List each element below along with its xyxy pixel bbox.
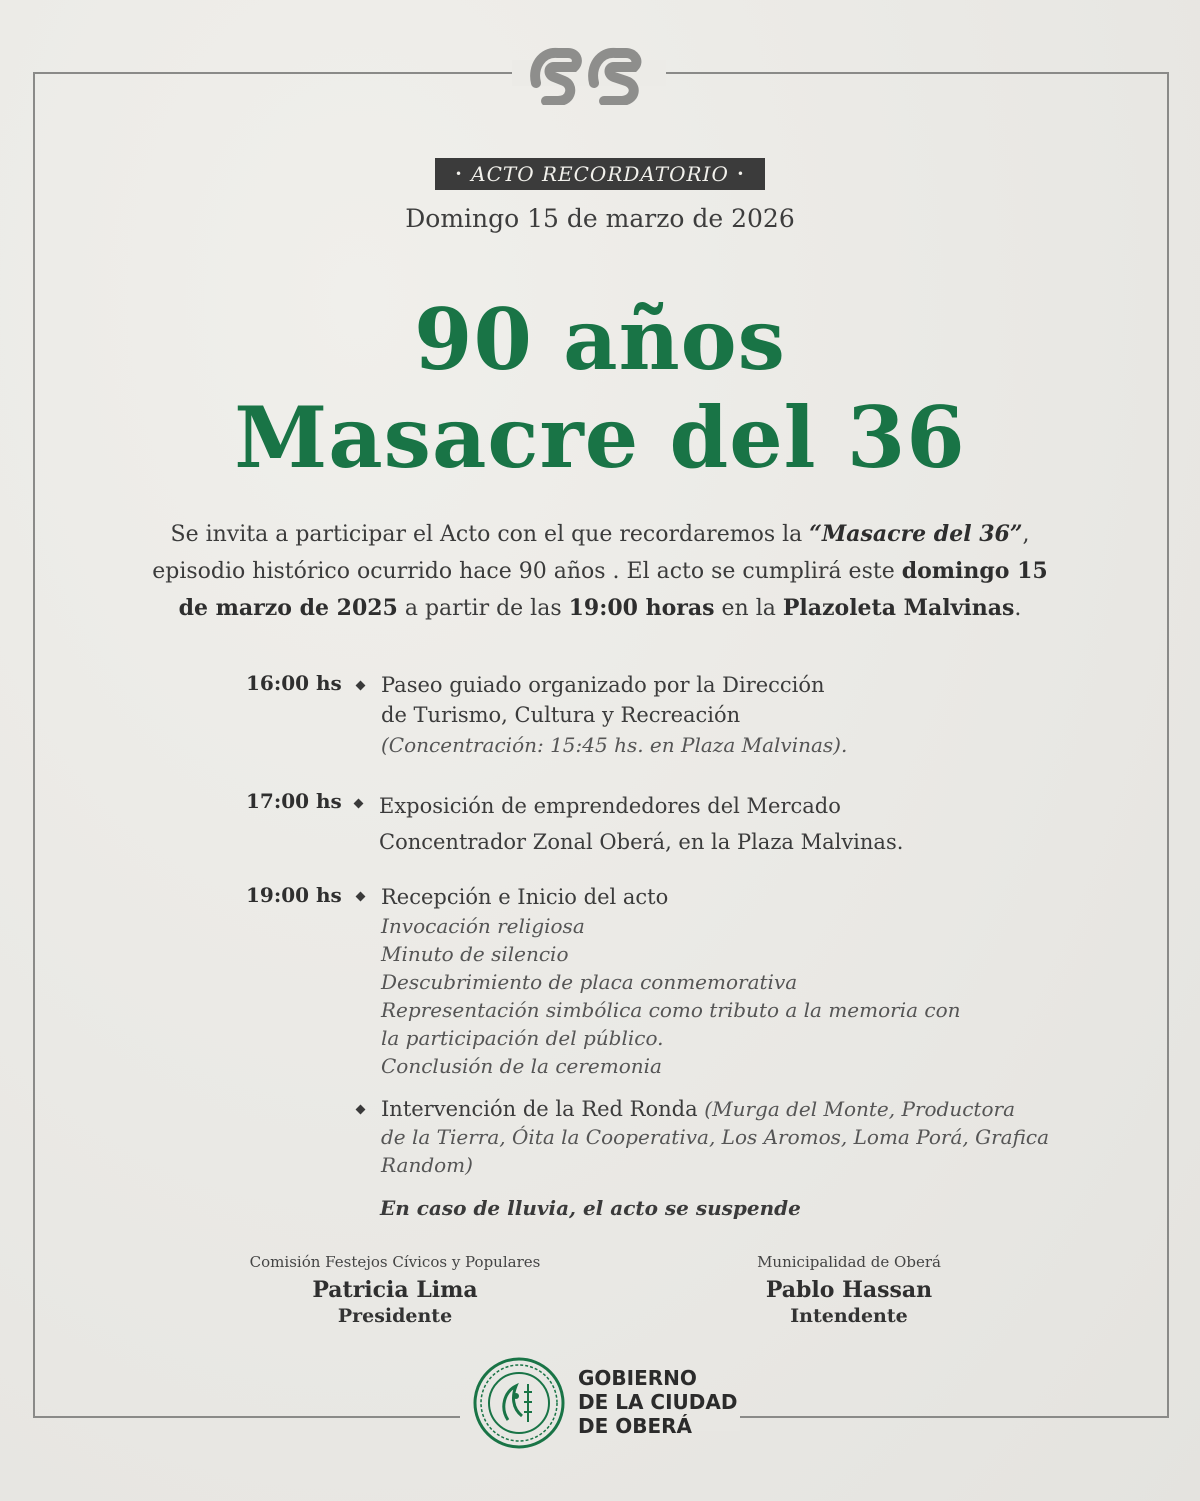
schedule-3-sublist [381,912,1061,1080]
signature-name: Pablo Hassan [765,1277,933,1303]
list-item: Representación simbólica como tributo a la memoria con [381,998,961,1022]
list-item: Minuto de silencio [381,942,569,966]
intro-bold-date: domingo 15 de marzo de 2025 [178,558,1048,621]
signature-org: Comisión Festejos Cívicos y Populares [249,1253,541,1271]
schedule-time-2: 17:00 hs [246,789,342,813]
schedule-time-1: 16:00 hs [246,671,342,695]
signature-org: Municipalidad de Oberá [757,1253,941,1271]
event-type-label: ACTO RECORDATORIO [471,162,729,186]
gov-text-line-2: DE LA CIUDAD [578,1390,738,1414]
schedule-1-line-1: Paseo guiado organizado por la Dirección [381,673,825,697]
list-item: Descubrimiento de placa conmemorativa [381,970,798,994]
intro-bold-place: Plazoleta Malvinas [782,595,1015,621]
obera-seal-icon [472,1356,566,1450]
schedule-2-line-2: Concentrador Zonal Oberá, en la Plaza Malvinas. [379,830,904,854]
signature-name: Patricia Lima [312,1277,478,1303]
schedule-3-line-1: Recepción e Inicio del acto [381,885,669,909]
intervention-title: Intervención de la Red Ronda [381,1097,705,1121]
intro-text-2: , episodio histórico ocurrido hace 90 años . El acto se cumplirá este [152,522,1030,584]
schedule-time-3: 19:00 hs [246,883,342,907]
schedule-item-1 [381,670,1061,760]
gov-text-line-1: GOBIERNO [578,1366,697,1390]
event-type-tag [435,158,765,190]
intervention-item [381,1095,1051,1179]
list-item: la participación del público. [381,1026,664,1050]
title-line-2: Masacre del 36 [234,388,966,487]
schedule-item-3 [381,882,1061,1080]
intro-text-1: Se invita a participar el Acto con el que recordaremos la [170,522,810,547]
intervention-note-2: de la Tierra, Óita la Cooperativa, Los Aromos, Loma Porá, Grafica [381,1125,1050,1149]
signature-left [195,1253,595,1327]
intervention-note-3: Random) [381,1153,473,1177]
signature-role: Intendente [790,1305,908,1327]
tag-dot-right: • [736,167,745,181]
event-date: Domingo 15 de marzo de 2026 [405,204,795,233]
schedule-item-2 [379,788,1059,860]
intervention-note-1: (Murga del Monte, Productora [704,1097,1015,1121]
title-line-1: 90 años [414,290,786,389]
signature-role: Presidente [337,1305,453,1327]
intro-text-4: en la [714,596,783,621]
intro-text-5: . [1014,596,1022,621]
list-item: Conclusión de la ceremonia [381,1054,662,1078]
intro-text-3: a partir de las [397,596,569,621]
schedule-1-line-2: de Turismo, Cultura y Recreación [381,703,741,727]
rain-notice: En caso de lluvia, el acto se suspende [380,1196,801,1220]
intro-bold-time: 19:00 horas [568,595,715,621]
signature-right [649,1253,1049,1327]
schedule-2-line-1: Exposición de emprendedores del Mercado [379,794,841,818]
list-item: Invocación religiosa [381,914,585,938]
schedule-1-note: (Concentración: 15:45 hs. en Plaza Malvinas). [381,733,848,757]
intro-paragraph [150,516,1050,627]
gov-text-line-3: DE OBERÁ [578,1414,693,1438]
intro-emphasis: “Masacre del 36” [809,521,1023,547]
government-logo-text [578,1366,778,1438]
tag-dot-left: • [455,167,464,181]
double-s-logo-icon [528,43,654,105]
